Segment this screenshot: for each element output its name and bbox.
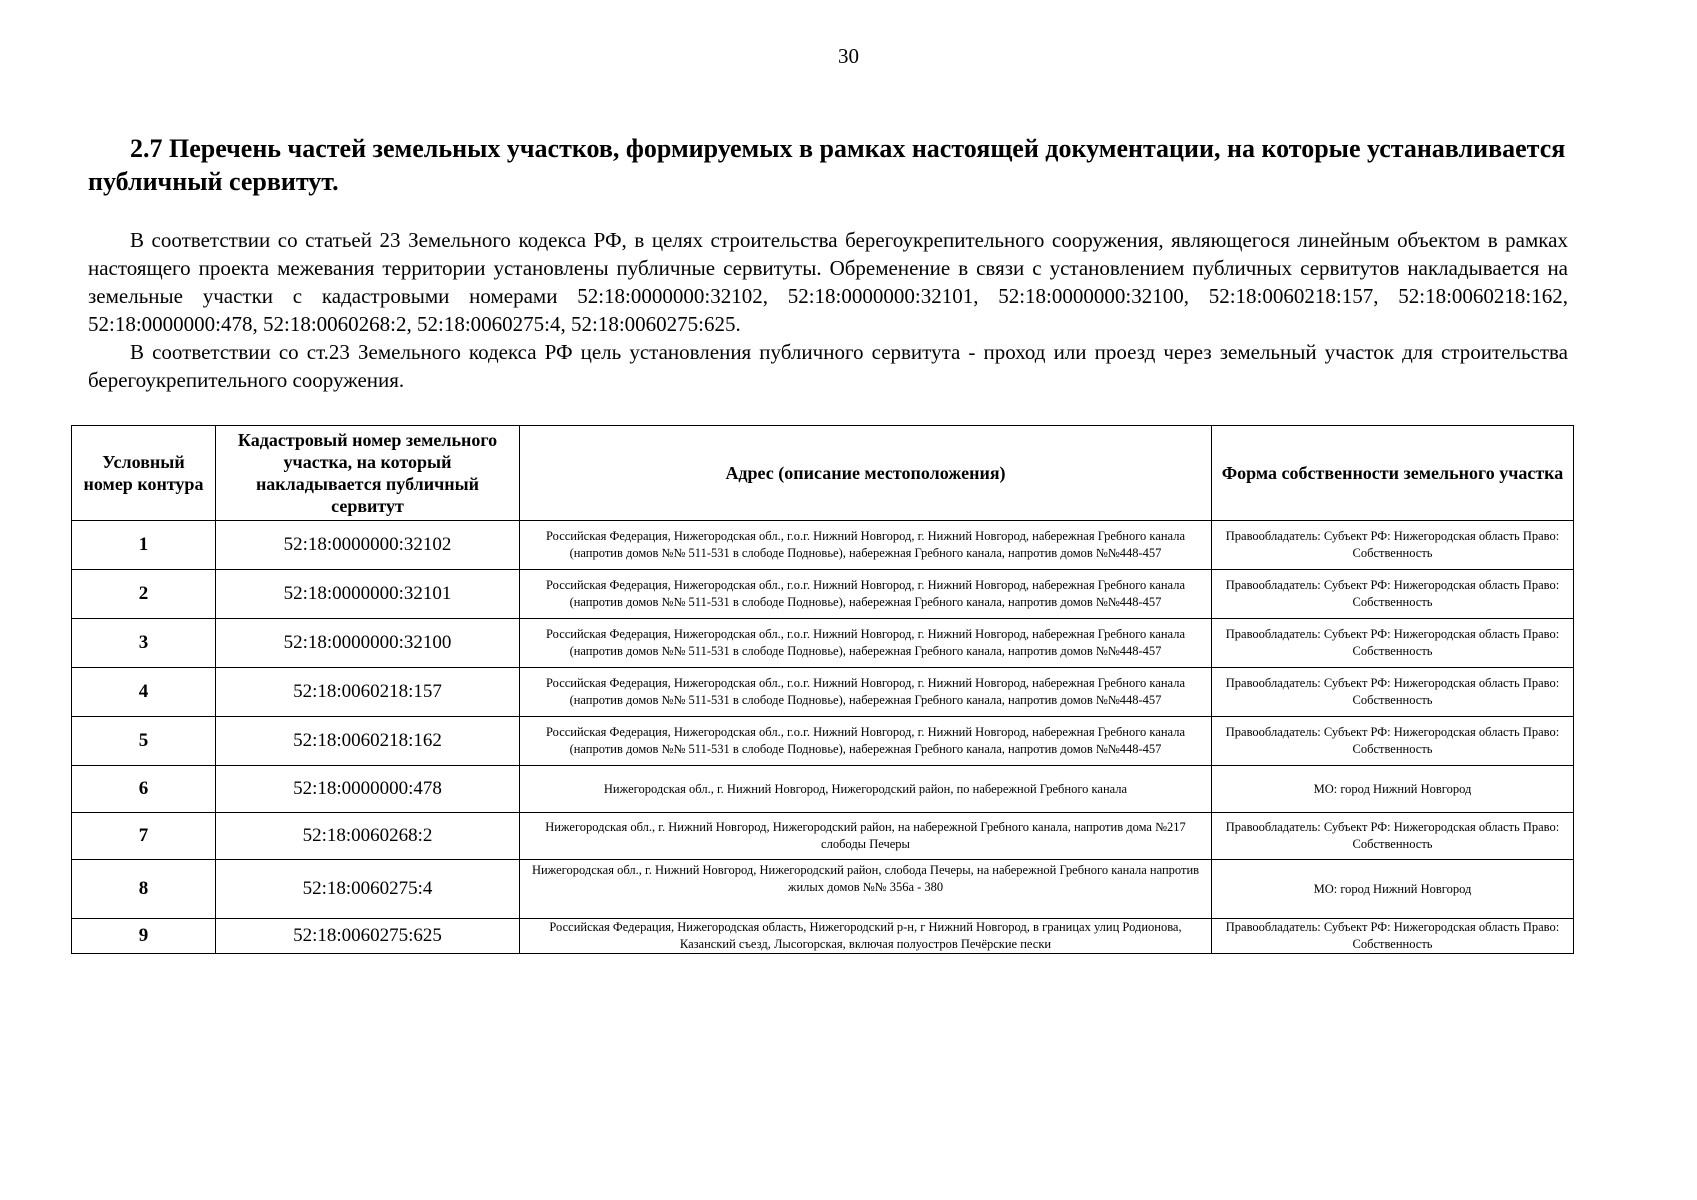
table-row bbox=[72, 717, 1574, 766]
ownership-cell: МО: город Нижний Новгород bbox=[1212, 766, 1574, 813]
header-contour: Условный номер контура bbox=[72, 426, 216, 521]
cadastral-number: 52:18:0000000:478 bbox=[216, 766, 520, 813]
address-cell: Российская Федерация, Нижегородская обл., г.о.г. Нижний Новгород, г. Нижний Новгород, набережная Гребного канала (напротив домов №№ 511-531 в слободе Подновье), набережная Гребного канала, напротив домов №№448-457 bbox=[520, 521, 1212, 570]
table-row bbox=[72, 570, 1574, 619]
cadastral-number: 52:18:0060268:2 bbox=[216, 813, 520, 860]
address-cell: Нижегородская обл., г. Нижний Новгород, Нижегородский район, слобода Печеры, на набережной Гребного канала напротив жилых домов №№ 356а - 380 bbox=[520, 860, 1212, 919]
contour-number: 8 bbox=[72, 860, 216, 919]
ownership-cell: Правообладатель: Субъект РФ: Нижегородская область Право: Собственность bbox=[1212, 919, 1574, 954]
cadastral-number: 52:18:0060275:625 bbox=[216, 919, 520, 954]
page-number: 30 bbox=[838, 44, 859, 68]
table-row bbox=[72, 521, 1574, 570]
ownership-cell: Правообладатель: Субъект РФ: Нижегородская область Право: Собственность bbox=[1212, 717, 1574, 766]
address-cell: Нижегородская обл., г. Нижний Новгород, Нижегородский район, на набережной Гребного канала, напротив дома №217 слободы Печеры bbox=[520, 813, 1212, 860]
cadastral-number: 52:18:0000000:32102 bbox=[216, 521, 520, 570]
table-row bbox=[72, 813, 1574, 860]
address-cell: Нижегородская обл., г. Нижний Новгород, Нижегородский район, по набережной Гребного канала bbox=[520, 766, 1212, 813]
address-cell: Российская Федерация, Нижегородская обл., г.о.г. Нижний Новгород, г. Нижний Новгород, набережная Гребного канала (напротив домов №№ 511-531 в слободе Подновье), набережная Гребного канала, напротив домов №№448-457 bbox=[520, 717, 1212, 766]
ownership-cell: Правообладатель: Субъект РФ: Нижегородская область Право: Собственность bbox=[1212, 813, 1574, 860]
contour-number: 3 bbox=[72, 619, 216, 668]
cadastral-number: 52:18:0060218:162 bbox=[216, 717, 520, 766]
table-row bbox=[72, 668, 1574, 717]
paragraph: В соответствии со ст.23 Земельного кодекса РФ цель установления публичного сервитута - проход или проезд через земельный участок для строительства берегоукрепительного сооружения. bbox=[88, 340, 1568, 392]
cadastral-number: 52:18:0060275:4 bbox=[216, 860, 520, 919]
table-row bbox=[72, 860, 1574, 919]
cadastral-number: 52:18:0000000:32101 bbox=[216, 570, 520, 619]
ownership-cell: Правообладатель: Субъект РФ: Нижегородская область Право: Собственность bbox=[1212, 570, 1574, 619]
contour-number: 2 bbox=[72, 570, 216, 619]
table-row bbox=[72, 619, 1574, 668]
section-heading: 2.7 Перечень частей земельных участков, формируемых в рамках настоящей документации, на которые устанавливается публичный сервитут. bbox=[88, 134, 1566, 196]
contour-number: 4 bbox=[72, 668, 216, 717]
ownership-cell: МО: город Нижний Новгород bbox=[1212, 860, 1574, 919]
paragraph: В соответствии со статьей 23 Земельного кодекса РФ, в целях строительства берегоукрепительного сооружения, являющегося линейным объектом в рамках настоящего проекта межевания территории установлены публичные сервитуты. Обременение в связи с установлением публичных сервитутов накладывается на земельные участки с кадастровыми номерами 52:18:0000000:32102, 52:18:0000000:32101, 52:18:0000000:32100, 52:18:0060218:157, 52:18:0060218:162, 52:18:0000000:478, 52:18:0060268:2, 52:18:0060275:4, 52:18:0060275:625. bbox=[88, 228, 1568, 336]
table-row bbox=[72, 766, 1574, 813]
cadastral-number: 52:18:0060218:157 bbox=[216, 668, 520, 717]
body-text bbox=[88, 226, 1568, 394]
address-cell: Российская Федерация, Нижегородская обл., г.о.г. Нижний Новгород, г. Нижний Новгород, набережная Гребного канала (напротив домов №№ 511-531 в слободе Подновье), набережная Гребного канала, напротив домов №№448-457 bbox=[520, 668, 1212, 717]
contour-number: 1 bbox=[72, 521, 216, 570]
ownership-cell: Правообладатель: Субъект РФ: Нижегородская область Право: Собственность bbox=[1212, 668, 1574, 717]
cadastral-number: 52:18:0000000:32100 bbox=[216, 619, 520, 668]
table-row bbox=[72, 919, 1574, 954]
address-cell: Российская Федерация, Нижегородская обл., г.о.г. Нижний Новгород, г. Нижний Новгород, набережная Гребного канала (напротив домов №№ 511-531 в слободе Подновье), набережная Гребного канала, напротив домов №№448-457 bbox=[520, 619, 1212, 668]
ownership-cell: Правообладатель: Субъект РФ: Нижегородская область Право: Собственность bbox=[1212, 619, 1574, 668]
servitude-table bbox=[71, 425, 1574, 954]
contour-number: 7 bbox=[72, 813, 216, 860]
address-cell: Российская Федерация, Нижегородская обл., г.о.г. Нижний Новгород, г. Нижний Новгород, набережная Гребного канала (напротив домов №№ 511-531 в слободе Подновье), набережная Гребного канала, напротив домов №№448-457 bbox=[520, 570, 1212, 619]
contour-number: 6 bbox=[72, 766, 216, 813]
table-header-row bbox=[72, 426, 1574, 521]
contour-number: 9 bbox=[72, 919, 216, 954]
header-ownership: Форма собственности земельного участка bbox=[1212, 426, 1574, 521]
ownership-cell: Правообладатель: Субъект РФ: Нижегородская область Право: Собственность bbox=[1212, 521, 1574, 570]
header-cadastral: Кадастровый номер земельного участка, на который накладывается публичный сервитут bbox=[216, 426, 520, 521]
header-address: Адрес (описание местоположения) bbox=[520, 426, 1212, 521]
address-cell: Российская Федерация, Нижегородская область, Нижегородский р-н, г Нижний Новгород, в границах улиц Родионова, Казанский съезд, Лысогорская, включая полуостров Печёрские пески bbox=[520, 919, 1212, 954]
contour-number: 5 bbox=[72, 717, 216, 766]
